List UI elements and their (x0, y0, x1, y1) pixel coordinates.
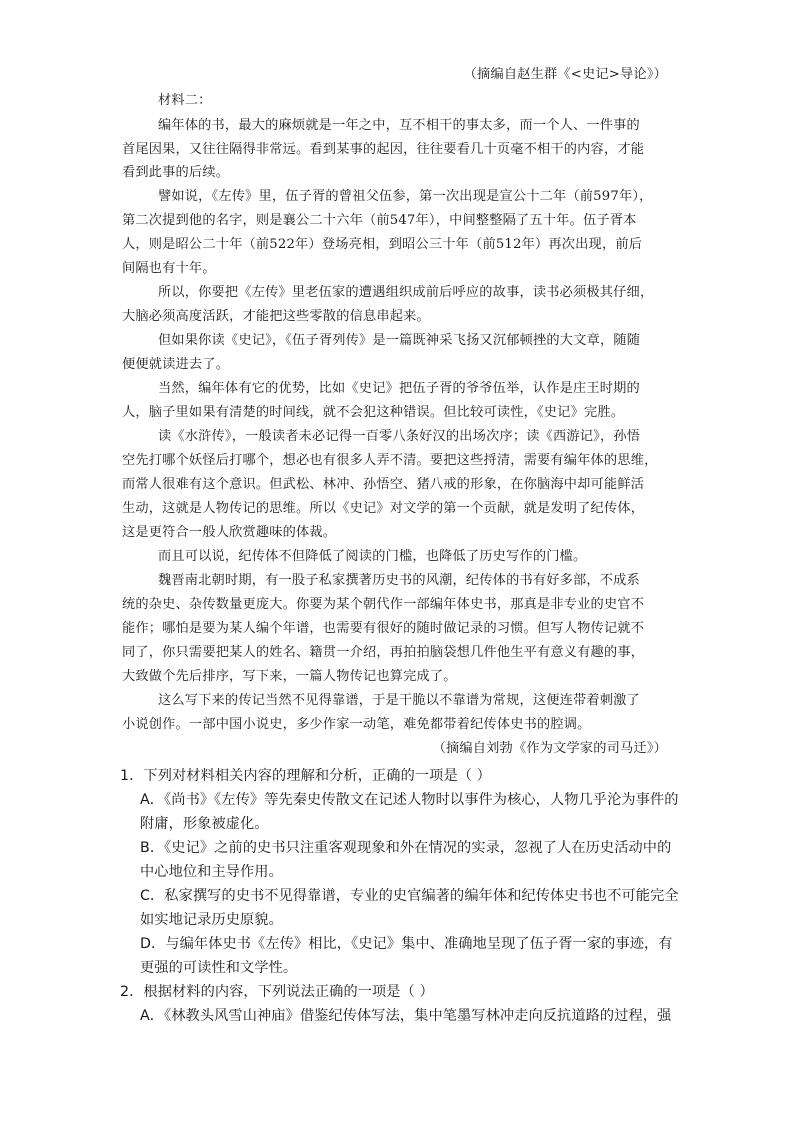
paragraph-line: 人，脑子里如果有清楚的时间线，就不会犯这种错误。但比较可读性，《史记》完胜。 (122, 405, 625, 420)
paragraph-line: 读《水浒传》，一般读者未必记得一百零八条好汉的出场次序；读《西游记》，孙悟 (158, 429, 641, 444)
question-1-option-a-cont: 附庸，形象被虚化。 (140, 816, 269, 832)
question-2-option-a: A．《林教头风雪山神庙》借鉴纪传体写法，集中笔墨写林冲走向反抗道路的过程，强 (140, 1008, 672, 1024)
paragraph-line: 能作；哪怕是要为某人编个年谱，也需要有很好的随时做记录的习惯。但写人物传记就不 (122, 621, 645, 636)
paragraph-line: 当然，编年体有它的优势，比如《史记》把伍子胥的爷爷伍举，认作是庄王时期的 (158, 381, 640, 396)
paragraph-line: 空先打哪个妖怪后打哪个，想必也有很多人弄不清。要把这些捋清，需要有编年体的思维， (122, 453, 658, 468)
paragraph-line: 看到此事的后续。 (122, 165, 230, 180)
question-2-stem: 2．根据材料的内容，下列说法正确的一项是（ ） (120, 984, 434, 1000)
question-1-option-d-cont: 更强的可读性和文学性。 (140, 960, 298, 976)
question-1-option-d: D．与编年体史书《左传》相比，《史记》集中、准确地呈现了伍子胥一家的事迹，有 (140, 936, 673, 952)
paragraph-line: 魏晋南北朝时期，有一股子私家撰著历史书的风潮，纪传体的书有好多部，不成系 (158, 573, 640, 588)
paragraph-line: 统的杂史、杂传数量更庞大。你要为某个朝代作一部编年体史书，那真是非专业的史官不 (122, 597, 645, 612)
paragraph-line: 这么写下来的传记当然不见得靠谱，于是干脆以不靠谱为常规，这便连带着刺激了 (158, 693, 640, 708)
paragraph-line: 譬如说，《左传》里，伍子胥的曾祖父伍参，第一次出现是宣公十二年（前597年）， (158, 189, 653, 204)
paragraph-line: 间隔也有十年。 (122, 261, 216, 276)
question-1-stem: 1．下列对材料相关内容的理解和分析，正确的一项是（ ） (120, 768, 491, 784)
paragraph-line: 大致做个先后排序，写下来，一篇人物传记也算完成了。 (122, 669, 457, 684)
source-citation-1: （摘编自赵生群《<史记>导论》） (463, 67, 667, 82)
paragraph-line: 第二次提到他的名字，则是襄公二十六年（前547年），中间整整隔了五十年。伍子胥本 (122, 213, 637, 228)
question-1-option-b-cont: 中心地位和主导作用。 (140, 864, 283, 880)
paragraph-line: 但如果你读《史记》，《伍子胥列传》是一篇既神采飞扬又沉郁顿挫的大文章，随随 (158, 333, 641, 348)
paragraph-line: 这是更符合一般人欣赏趣味的体裁。 (122, 525, 337, 540)
paragraph-line: 人，则是昭公二十年（前522年）登场亮相，到昭公三十年（前512年）再次出现，前后 (122, 237, 643, 252)
paragraph-line: 同了，你只需要把某人的姓名、籍贯一介绍，再拍拍脑袋想几件他生平有意义有趣的事， (122, 645, 645, 660)
paragraph-line: 首尾因果，又往往隔得非常远。看到某事的起因，往往要看几十页毫不相干的内容，才能 (122, 142, 645, 157)
question-1-option-a: A．《尚书》《左传》等先秦史传散文在记述人物时以事件为核心，人物几乎沦为事件的 (140, 792, 679, 808)
paragraph-line: 而且可以说，纪传体不但降低了阅读的门槛，也降低了历史写作的门槛。 (158, 549, 587, 564)
paragraph-line: 编年体的书，最大的麻烦就是一年之中，互不相干的事太多，而一个人、一件事的 (158, 118, 640, 133)
source-citation-2: （摘编自刘勃《作为文学家的司马迁》） (432, 741, 667, 756)
paragraph-line: 所以，你要把《左传》里老伍家的遭遇组织成前后呼应的故事，读书必须极其仔细， (158, 285, 654, 300)
question-1-option-c-cont: 如实地记录历史原貌。 (140, 912, 283, 928)
material-2-title: 材料二： (158, 93, 212, 108)
question-1-option-b: B．《史记》之前的史书只注重客观现象和外在情况的实录，忽视了人在历史活动中的 (140, 840, 672, 856)
paragraph-line: 而常人很难有这个意识。但武松、林冲、孙悟空、猪八戒的形象，在你脑海中却可能鲜活 (122, 477, 645, 492)
paragraph-line: 生动，这就是人物传记的思维。所以《史记》对文学的第一个贡献，就是发明了纪传体， (122, 501, 645, 516)
paragraph-line: 便便就读进去了。 (122, 357, 230, 372)
paragraph-line: 大脑必须高度活跃，才能把这些零散的信息串起来。 (122, 309, 430, 324)
question-1-option-c: C．私家撰写的史书不见得靠谱，专业的史官编著的编年体和纪传体史书也不可能完全 (140, 888, 679, 904)
paragraph-line: 小说创作。一部中国小说史，多少作家一动笔，难免都带着纪传体史书的腔调。 (122, 717, 591, 732)
